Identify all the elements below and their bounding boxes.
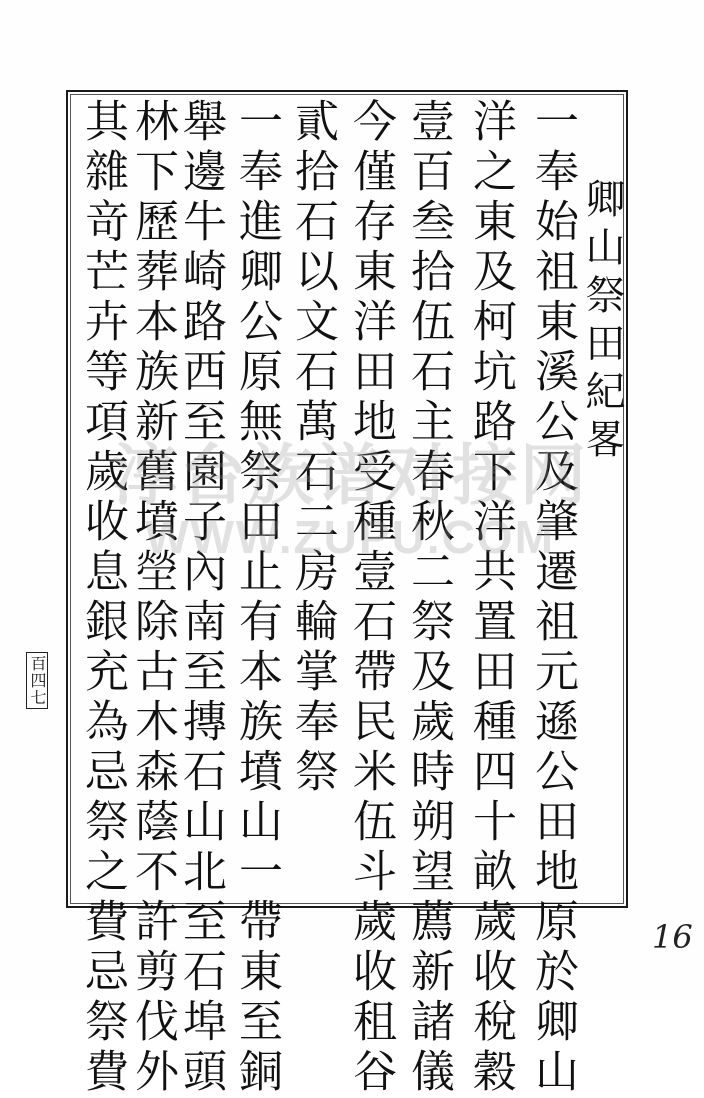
text-column-2: 洋之東及柯坑路下洋共置田種四十畝歲收稅穀 [465,98,516,1098]
text-column-9: 其雜竒芒卉等項歲收息銀充為忌祭之費忌祭費 [77,98,128,1098]
margin-mark: 16 [652,918,693,956]
text-column-3: 壹百叁拾伍石主春秋二祭及歲時朔望薦新諸儀 [403,98,454,1098]
text-column-5: 貳拾石以文石萬石二房輪掌奉祭 [287,98,338,798]
text-column-8: 林下歷葬本族新舊墳塋除古木森蔭不許剪伐外 [127,98,178,1098]
watermark-url: WWW.ZUPU.COM [145,511,555,563]
page-number: 百四七 [26,652,48,709]
watermark-chinese: 淳台族谱对接网 [112,437,588,514]
text-column-4: 今僅存東洋田地受種壹石帶民米伍斗歲收租谷 [345,98,396,1098]
text-column-7: 舉邊牛崎路西至園子內南至摶石山北至石埠頭 [175,98,226,1098]
text-column-1: 一奉始祖東溪公及肇遷祖元遜公田地原於卿山 [527,98,578,1098]
document-title: 卿山祭田紀畧 [579,178,625,466]
text-column-6: 一奉進卿公原無祭田止有本族墳山一帶東至銅 [231,98,282,1098]
